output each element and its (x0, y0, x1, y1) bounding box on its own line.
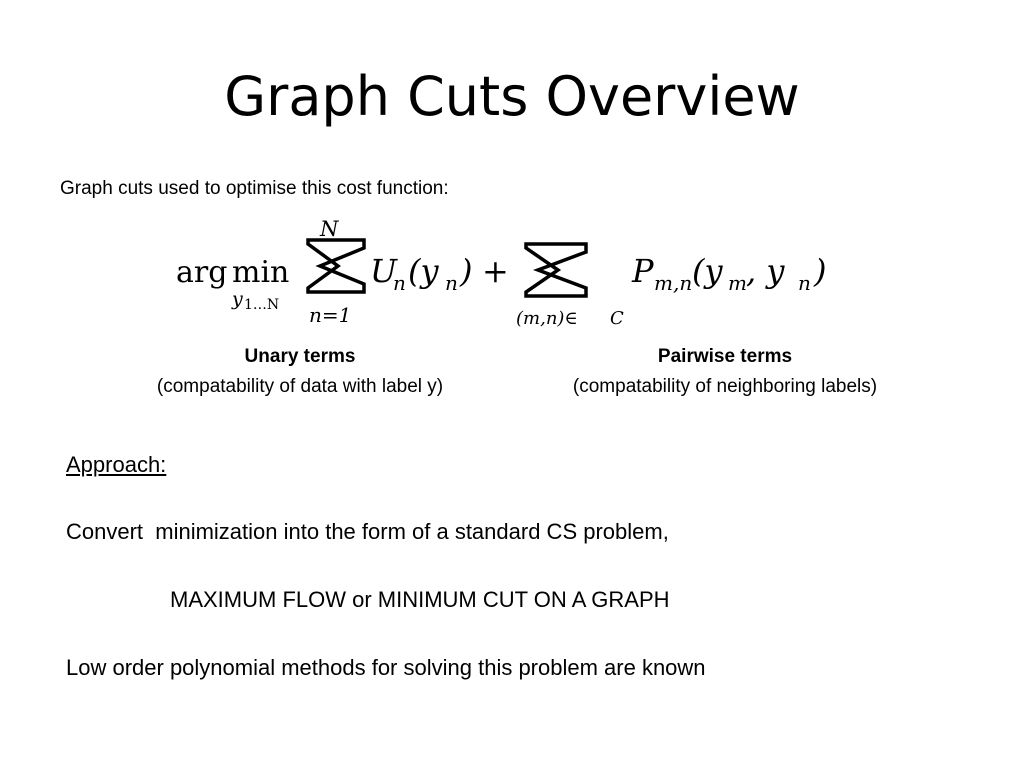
formula-pair-arg-sub2: n (798, 271, 811, 295)
formula-unary-sub: n (393, 271, 406, 295)
intro-text: Graph cuts used to optimise this cost function: (60, 178, 449, 199)
unary-terms-heading: Unary terms (244, 346, 356, 367)
sum1-sigma (308, 240, 364, 292)
unary-terms-label (110, 342, 490, 402)
formula-pair-sym: P (632, 252, 654, 290)
approach-line-maxflow: MAXIMUM FLOW or MINIMUM CUT ON A GRAPH (170, 587, 670, 612)
pairwise-terms-heading: Pairwise terms (657, 346, 793, 367)
formula-sum2-lower: (m,n)∈ (516, 308, 578, 329)
formula-unary-arg-open: (y (408, 252, 439, 290)
formula-sum1-lower: n=1 (309, 303, 352, 327)
formula-arg: arg (176, 255, 228, 290)
approach-heading: Approach: (66, 452, 167, 477)
slide-title: Graph Cuts Overview (224, 65, 800, 128)
formula-sum1-upper: N (320, 217, 339, 241)
sum2-sigma (526, 244, 586, 296)
pairwise-terms-label (520, 342, 930, 402)
formula-min-sub-var: y (232, 288, 243, 310)
cost-function-formula (170, 212, 850, 340)
formula-unary-arg-close: ) (460, 252, 473, 290)
formula-unary-sym: U (370, 252, 397, 290)
formula-pair-arg-open: (y (692, 252, 723, 290)
unary-terms-description: (compatability of data with label y) (156, 376, 444, 397)
formula-sum2-lower-set: C (610, 308, 624, 329)
formula-pair-arg-sub1: m (728, 271, 747, 295)
pairwise-terms-description: (compatability of neighboring labels) (572, 376, 878, 397)
formula-pair-arg-mid: , y (746, 252, 785, 290)
formula-unary-arg-sub: n (445, 271, 458, 295)
formula-plus: + (482, 252, 509, 290)
approach-line-low-order: Low order polynomial methods for solving this problem are known (66, 655, 706, 680)
formula-pair-sub: m,n (654, 271, 693, 295)
formula-svg (170, 212, 850, 340)
formula-min-sub-idx: 1…N (244, 297, 280, 313)
approach-line-convert: Convert minimization into the form of a standard CS problem, (66, 519, 669, 544)
formula-min: min (232, 255, 290, 290)
formula-pair-arg-close: ) (814, 252, 827, 290)
